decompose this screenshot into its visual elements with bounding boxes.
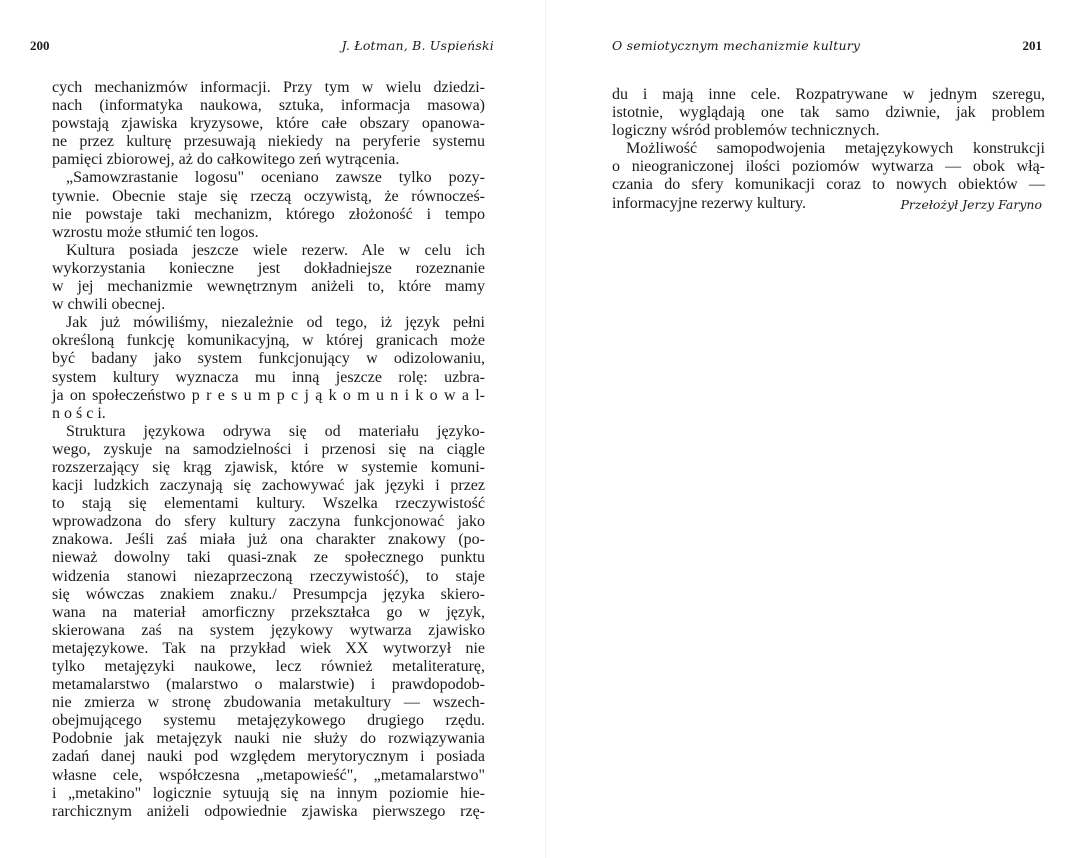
text-line: informacyjne rezerwy kultury. [612, 194, 806, 212]
text-line: znakowa. Jeśli zaś miała już ona charakter znakowy (po- [52, 531, 485, 549]
text-line: Możliwość samopodwojenia metajęzykowych konstrukcji [626, 140, 1045, 158]
text-line: nie powstaje taki mechanizm, którego złożoność i tempo [52, 205, 485, 223]
text-line: wego, zyskuje na samodzielności i przenosi się na ciągle [52, 440, 485, 458]
text-line: metajęzykowe. Tak na przykład wiek XX wytworzył nie [52, 639, 485, 657]
text-line: cych mechanizmów informacji. Przy tym w wielu dziedzi- [52, 79, 485, 96]
text-line: n o ś c i. [52, 404, 106, 422]
text-line: wzrostu może stłumić ten logos. [52, 223, 259, 241]
text-line: istotnie, wyglądają one tak samo dziwnie, jak problem [612, 104, 1045, 122]
text-line: być badany jako system funkcjonujący w odizolowaniu, [52, 350, 485, 368]
text-line: ne przez kulturę przesuwają niekiedy na peryferie systemu [52, 133, 485, 151]
text-line: Struktura językowa odrywa się od materiału języko- [66, 422, 485, 440]
text-line: określoną funkcję komunikacyjną, w której granicach może [52, 332, 485, 350]
text-line: zadań danej nauki pod względem merytorycznym i posiada [52, 748, 485, 766]
text-line: powstają zjawiska kryzysowe, które całe obszary opanowa- [52, 115, 485, 133]
text-line: czania do sfery komunikacji coraz to nowych obiektów — [612, 176, 1045, 194]
text-line: nach (informatyka naukowa, sztuka, informacja masowa) [52, 97, 485, 115]
text-line: to stają się elementami kultury. Wszelka rzeczywistość [52, 495, 485, 513]
text-line: nie zmierza w stronę zbudowania metakultury — wszech- [52, 694, 485, 712]
text-line: du i mają inne cele. Rozpatrywane w jednym szeregu, [612, 86, 1045, 103]
text-line: obejmującego systemu metajęzykowego drugiego rzędu. [52, 712, 485, 730]
text-line: i „metakino" logicznie sytuują się na innym poziomie hie- [52, 784, 485, 802]
text-line: własne cele, współczesna „metapowieść", „metamalarstwo" [52, 766, 485, 784]
text-line: się wówczas znakiem znaku./ Presumpcja języka skiero- [52, 585, 485, 603]
text-line: tywnie. Obecnie staje się rzeczą oczywistą, że równocześ- [52, 187, 485, 205]
running-head: O semiotycznym mechanizmie kultury [612, 38, 861, 53]
text-line: wana na materiał amorficzny przekształca go w język, [52, 603, 485, 621]
text-line: rarchicznym aniżeli odpowiednie zjawiska pierwszego rzę- [52, 802, 485, 820]
page-body-text [52, 79, 485, 821]
text-line: metamalarstwo (malarstwo o malarstwie) i prawdopodob- [52, 676, 485, 694]
text-line: o nieograniczonej ilości poziomów wytwarza — obok włą- [612, 158, 1045, 176]
text-line: rozszerzający się krąg zjawisk, które w systemie komuni- [52, 458, 485, 476]
page-number: 201 [1022, 38, 1042, 53]
text-line: Kultura posiada jeszcze wiele rezerw. Ale w celu ich [66, 241, 485, 259]
text-line: logiczny wśród problemów technicznych. [612, 122, 880, 140]
page-number: 200 [30, 38, 50, 53]
text-line: nieważ dowolny taki quasi-znak ze społecznego punktu [52, 549, 485, 567]
text-line: wykorzystania konieczne jest dokładniejsze rozeznanie [52, 259, 485, 277]
text-line: system kultury wyznacza mu inną jeszcze rolę: uzbra- [52, 368, 485, 386]
text-line: tylko metajęzyki naukowe, lecz również metaliteraturę, [52, 658, 485, 675]
text-line: Podobnie jak metajęzyk nauki nie służy do rozwiązywania [52, 730, 485, 748]
text-line: „Samowzrastanie logosu" oceniano zawsze tylko pozy- [66, 169, 485, 187]
text-line: widzenia stanowi niezaprzeczoną rzeczywistość), to staje [52, 567, 485, 585]
right-page [546, 0, 1092, 858]
text-line: kacji ludzkich zaczynają się zachowywać jak języki i przez [52, 477, 485, 495]
text-line: wprowadzona do sfery kultury zaczyna funkcjonować jako [52, 513, 485, 531]
text-line: skierowana zaś na system językowy wytwarza zjawisko [52, 621, 485, 639]
text-line: pamięci zbiorowej, aż do całkowitego zeń wytrącenia. [52, 151, 400, 169]
text-line: w jej mechanizmie wewnętrznym aniżeli to, które mamy [52, 278, 485, 296]
translator-note: Przełożył Jerzy Faryno [900, 197, 1042, 212]
running-head: J. Łotman, B. Uspieński [341, 38, 494, 53]
page-body-text [612, 86, 1045, 213]
text-line: Jak już mówiliśmy, niezależnie od tego, iż język pełni [66, 314, 485, 332]
text-line: ja on społeczeństwo p r e s u m p c j ą k o m u n i k o w a l- [52, 386, 485, 404]
text-line: w chwili obecnej. [52, 296, 166, 314]
